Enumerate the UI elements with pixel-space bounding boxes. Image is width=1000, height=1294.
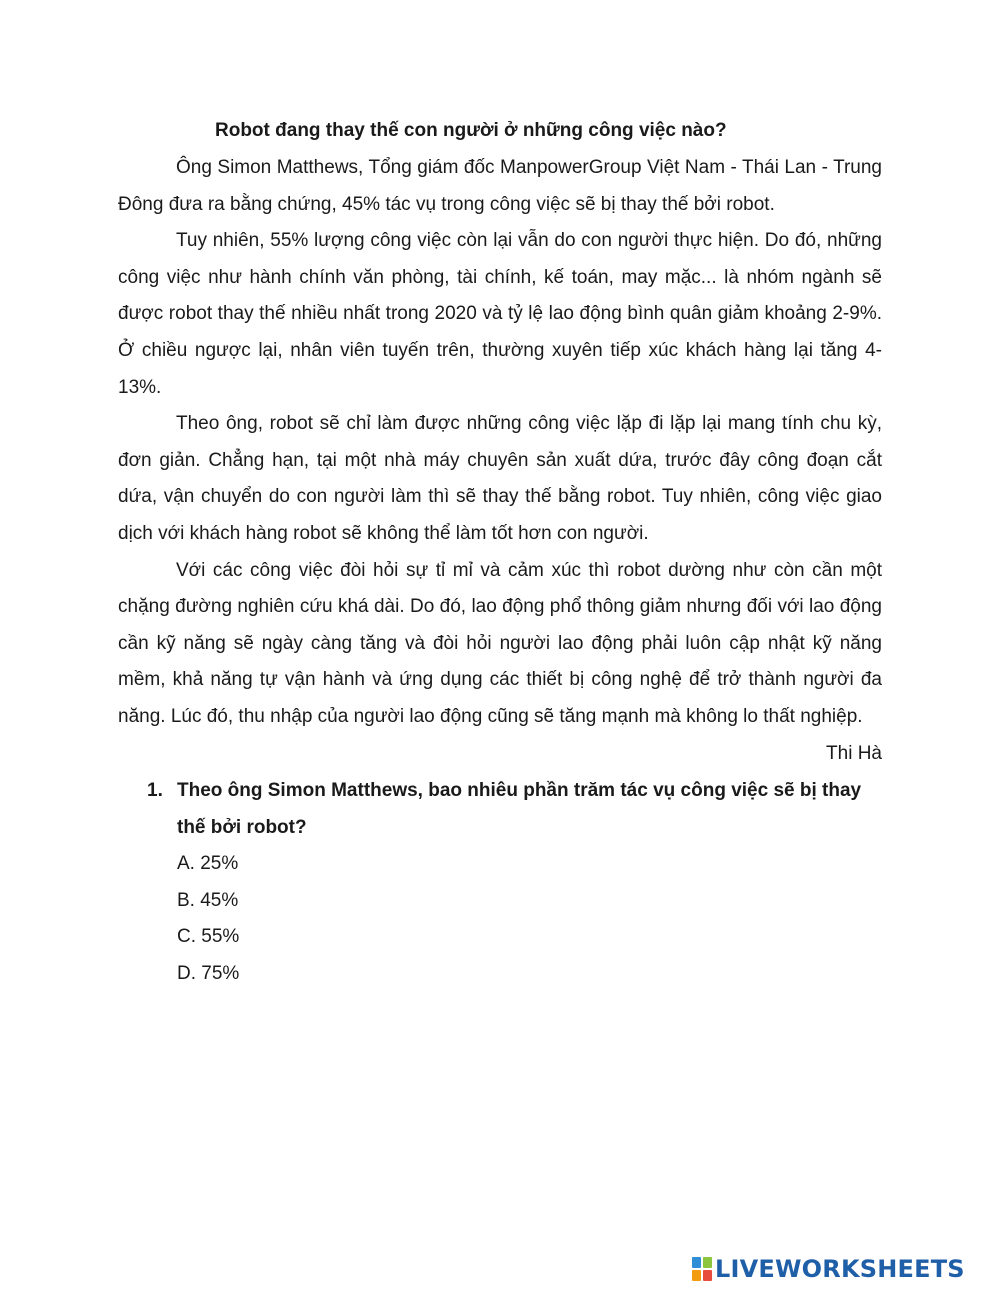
article-title: Robot đang thay thế con người ở những công việc nào?	[215, 120, 727, 141]
logo-square-green	[703, 1257, 712, 1268]
article-author: Thi Hà	[826, 742, 882, 764]
answer-option-d[interactable]: D. 75%	[177, 962, 240, 984]
brand-name: LIVEWORKSHEETS	[715, 1255, 965, 1283]
logo-square-blue	[692, 1257, 701, 1268]
worksheet-page	[118, 112, 882, 992]
question-1	[118, 772, 882, 846]
logo-square-orange	[692, 1270, 701, 1281]
liveworksheets-brand[interactable]	[692, 1254, 965, 1284]
article-paragraph: Theo ông, robot sẽ chỉ làm được những công việc lặp đi lặp lại mang tính chu kỳ, đơn giản. Chẳng hạn, tại một nhà máy chuyên sản xuất dứa, trước đây công đoạn cắt dứa, vận chuyển do con người làm thì sẽ thay thế bằng robot. Tuy nhiên, công việc giao dịch với khách hàng robot sẽ không thể làm tốt hơn con người.	[118, 413, 882, 544]
answer-option-a[interactable]: A. 25%	[177, 853, 239, 875]
logo-square-red	[703, 1270, 712, 1281]
answer-options	[118, 846, 882, 992]
question-number: 1.	[147, 780, 163, 802]
article-paragraph: Ông Simon Matthews, Tổng giám đốc ManpowerGroup Việt Nam - Thái Lan - Trung Đông đưa ra bằng chứng, 45% tác vụ trong công việc sẽ bị thay thế bởi robot.	[118, 157, 882, 215]
liveworksheets-logo-icon	[692, 1257, 712, 1281]
article-paragraph: Tuy nhiên, 55% lượng công việc còn lại vẫn do con người thực hiện. Do đó, những công việc như hành chính văn phòng, tài chính, kế toán, may mặc... là nhóm ngành sẽ được robot thay thế nhiều nhất trong 2020 và tỷ lệ lao động bình quân giảm khoảng 2-9%. Ở chiều ngược lại, nhân viên tuyến trên, thường xuyên tiếp xúc khách hàng lại tăng 4-13%.	[118, 230, 882, 398]
answer-option-b[interactable]: B. 45%	[177, 889, 239, 911]
question-text: Theo ông Simon Matthews, bao nhiêu phần trăm tác vụ công việc sẽ bị thay thế bởi robot?	[177, 780, 862, 839]
answer-option-c[interactable]: C. 55%	[177, 926, 240, 948]
article-paragraph: Với các công việc đòi hỏi sự tỉ mỉ và cảm xúc thì robot dường như còn cần một chặng đường nghiên cứu khá dài. Do đó, lao động phổ thông giảm nhưng đối với lao động cần kỹ năng sẽ ngày càng tăng và đòi hỏi người lao động phải luôn cập nhật kỹ năng mềm, khả năng tự vận hành và ứng dụng các thiết bị công nghệ để trở thành người đa năng. Lúc đó, thu nhập của người lao động cũng sẽ tăng mạnh mà không lo thất nghiệp.	[118, 559, 882, 727]
